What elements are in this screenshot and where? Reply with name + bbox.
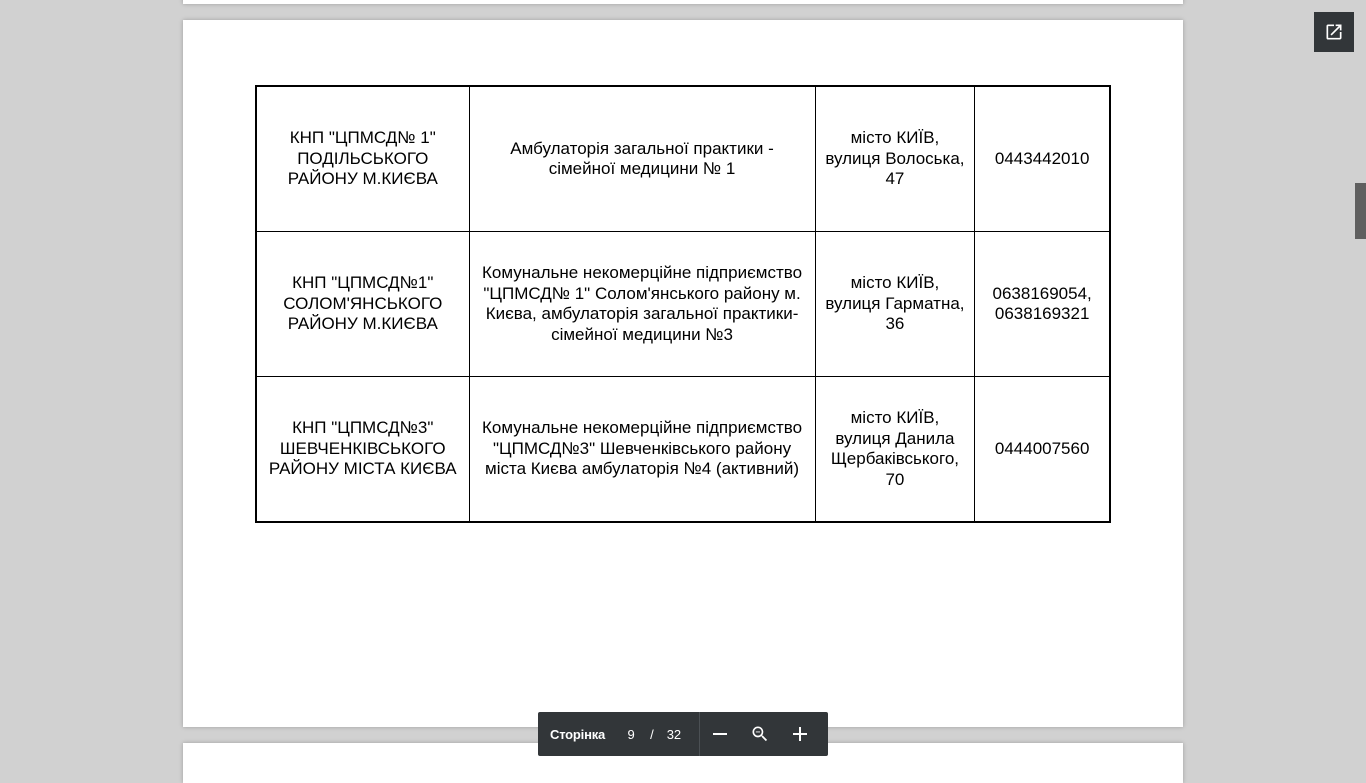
phone-cell: 0443442010 (975, 86, 1110, 232)
address-cell: місто КИЇВ, вулиця Данила Щербаківського, 70 (815, 377, 975, 523)
org-cell: КНП "ЦПМСД№3" ШЕВЧЕНКІВСЬКОГО РАЙОНУ МІСТА КИЄВА (256, 377, 469, 523)
facility-cell: Амбулаторія загальної практики - сімейної медицини № 1 (469, 86, 815, 232)
scrollbar[interactable] (1354, 0, 1366, 768)
facilities-table (255, 85, 1111, 523)
page-label: Сторінка (550, 726, 606, 742)
facility-cell: Комунальне некомерційне підприємство "ЦПМСД№3" Шевченківського району міста Києва амбулаторія №4 (активний) (469, 377, 815, 523)
scrollbar-thumb[interactable] (1355, 183, 1366, 239)
table-row (256, 232, 1110, 377)
phone-cell: 0638169054, 0638169321 (975, 232, 1110, 377)
address-cell: місто КИЇВ, вулиця Гарматна, 36 (815, 232, 975, 377)
zoom-out-button[interactable] (700, 712, 740, 756)
org-cell: КНП "ЦПМСД№1" СОЛОМ'ЯНСЬКОГО РАЙОНУ М.КИЄВА (256, 232, 469, 377)
plus-icon (792, 726, 808, 742)
document-page (183, 20, 1183, 727)
minus-icon (712, 726, 728, 742)
zoom-reset-button[interactable] (740, 712, 780, 756)
open-in-new-icon (1324, 22, 1344, 42)
phone-cell: 0444007560 (975, 377, 1110, 523)
popout-button[interactable] (1314, 12, 1354, 52)
org-cell: КНП "ЦПМСД№ 1" ПОДІЛЬСЬКОГО РАЙОНУ М.КИЄВА (256, 86, 469, 232)
current-page-number[interactable]: 9 (627, 726, 635, 742)
address-cell: місто КИЇВ, вулиця Волоська, 47 (815, 86, 975, 232)
table-row (256, 86, 1110, 232)
total-pages: 32 (666, 726, 682, 742)
page-separator: / (650, 726, 654, 742)
previous-page (183, 0, 1183, 4)
facility-cell: Комунальне некомерційне підприємство "ЦПМСД№ 1" Солом'янського району м. Києва, амбулаторія загальної практики-сімейної медицини №3 (469, 232, 815, 377)
zoom-icon (750, 724, 770, 744)
zoom-in-button[interactable] (780, 712, 820, 756)
table-row (256, 377, 1110, 523)
page-toolbar (538, 712, 828, 756)
